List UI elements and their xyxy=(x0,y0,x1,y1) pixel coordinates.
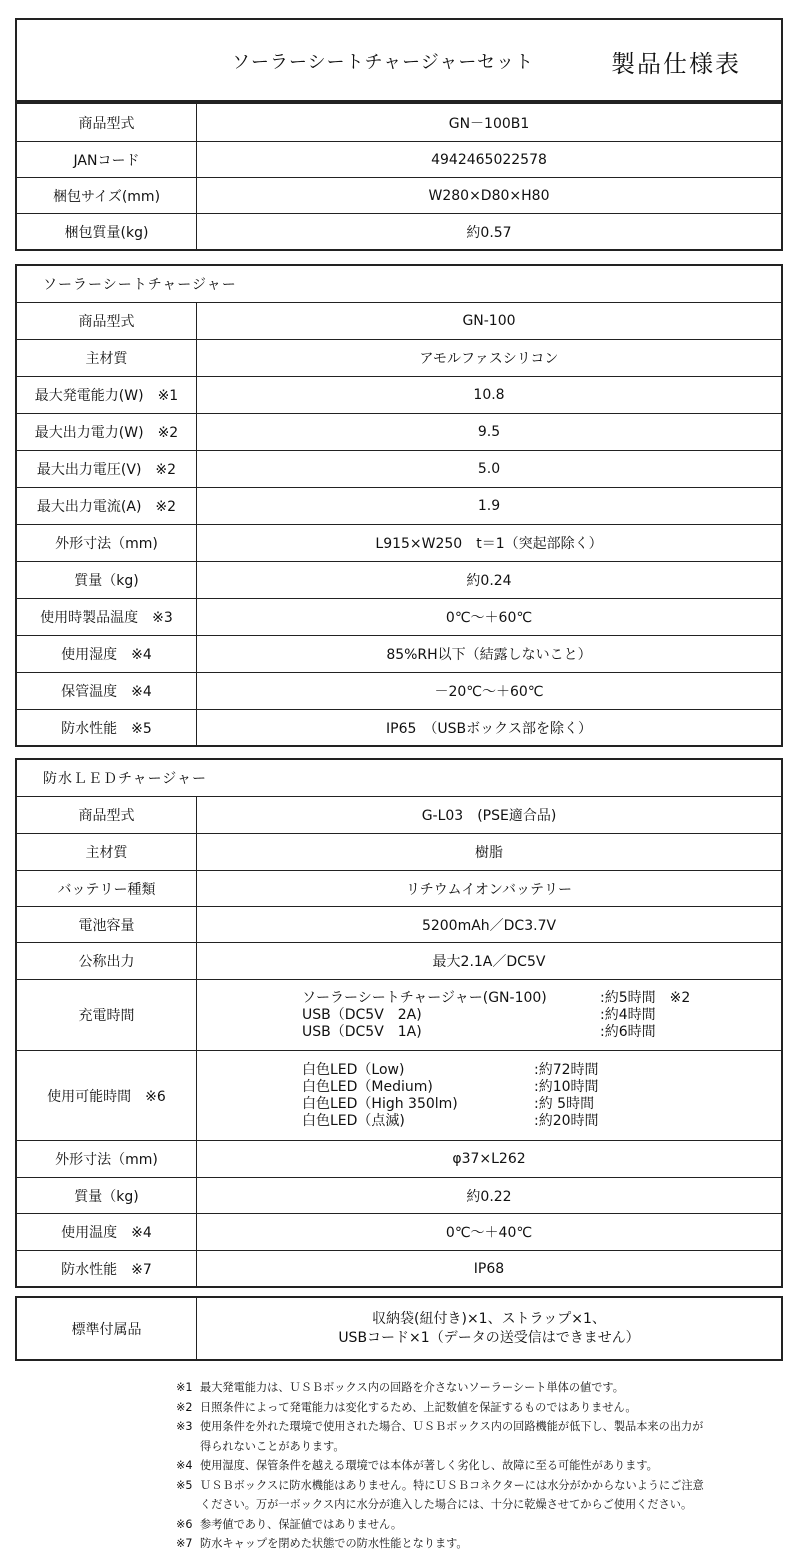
footnotes xyxy=(176,1378,786,1554)
table-row xyxy=(17,672,781,709)
footnote: ※2 日照条件によって発電能力は変化するため、上記数値を保証するものではありません。 xyxy=(176,1400,637,1414)
row-value: 9.5 xyxy=(477,424,501,440)
row-value: IP65 （USBボックス部を除く） xyxy=(386,720,592,737)
row-value: φ37×L262 xyxy=(452,1151,526,1167)
row-label: 商品型式 xyxy=(17,104,197,141)
footnote: ※4 使用湿度、保管条件を越える環境では本体が著しく劣化し、故障に至る可能性があります。 xyxy=(176,1459,658,1472)
row-label: JANコード xyxy=(17,142,197,177)
row-value: 85%RH以下（結露しないこと） xyxy=(386,647,592,663)
row-label: 主材質 xyxy=(17,834,197,870)
table-row xyxy=(17,177,781,213)
table-row xyxy=(17,339,781,376)
accessories-line: USBコード×1（データの送受信はできません） xyxy=(338,1329,640,1346)
row-value: リチウムイオンバッテリー xyxy=(406,881,572,898)
table-row xyxy=(17,1177,781,1213)
row-label: 標準付属品 xyxy=(17,1298,197,1359)
accessories-values xyxy=(197,1298,781,1359)
table-row xyxy=(17,413,781,450)
product-title: ソーラーシートチャージャーセット xyxy=(232,52,535,73)
row-value: 0℃～＋40℃ xyxy=(445,1225,533,1241)
table-row-charge-time xyxy=(17,979,781,1050)
table-row xyxy=(17,487,781,524)
row-label: 公称出力 xyxy=(17,943,197,979)
row-value: GN－100B1 xyxy=(448,115,530,132)
row-label: 商品型式 xyxy=(17,797,197,833)
row-value: 1.9 xyxy=(477,498,501,514)
usable-line: 白色LED（High 350lm) :約 5時間 xyxy=(302,1095,595,1112)
table-row xyxy=(17,524,781,561)
table-row xyxy=(17,104,781,141)
footnote: ※6 参考値であり、保証値ではありません。 xyxy=(176,1517,403,1531)
charge-time-values xyxy=(197,980,781,1050)
row-value: IP68 xyxy=(473,1260,505,1277)
section-heading: ソーラーシートチャージャー xyxy=(43,277,237,293)
set-spec-table xyxy=(15,102,783,251)
title-box xyxy=(15,18,783,102)
table-row xyxy=(17,450,781,487)
row-value: 4942465022578 xyxy=(431,151,547,168)
row-label: 外形寸法（mm) xyxy=(17,525,197,561)
row-value: L915×W250 t＝1（突起部除く） xyxy=(375,536,603,552)
table-row xyxy=(17,635,781,672)
solar-spec-table xyxy=(15,264,783,747)
accessories-table xyxy=(15,1296,783,1361)
table-row xyxy=(17,302,781,339)
row-label: 商品型式 xyxy=(17,303,197,339)
footnote-continued: ください。万が一ボックス内に水分が進入した場合には、十分に乾燥させてからご使用ください。 xyxy=(200,1498,693,1511)
footnote: ※1 最大発電能力は、ＵＳＢボックス内の回路を介さないソーラーシート単体の値です。 xyxy=(176,1381,624,1394)
table-row xyxy=(17,906,781,942)
usable-line: 白色LED（Medium) :約10時間 xyxy=(302,1078,599,1095)
row-label: 使用可能時間 ※6 xyxy=(17,1051,197,1140)
table-row xyxy=(17,709,781,745)
table-row xyxy=(17,376,781,413)
row-value: 約0.22 xyxy=(466,1188,512,1205)
row-value: 最大2.1A／DC5V xyxy=(432,954,546,970)
row-label: 最大出力電圧(V) ※2 xyxy=(17,451,197,487)
row-value: W280×D80×H80 xyxy=(428,187,550,204)
row-value: －20℃～＋60℃ xyxy=(434,684,544,700)
row-label: バッテリー種類 xyxy=(17,871,197,906)
accessories-line: 収納袋(紐付き)×1、ストラップ×1、 xyxy=(372,1310,606,1327)
led-spec-table xyxy=(15,758,783,1288)
row-label: 最大出力電流(A) ※2 xyxy=(17,488,197,524)
row-label: 防水性能 ※5 xyxy=(17,710,197,745)
row-label: 最大発電能力(W) ※1 xyxy=(17,377,197,413)
table-row xyxy=(17,870,781,906)
table-row xyxy=(17,833,781,870)
row-label: 梱包質量(kg) xyxy=(17,214,197,249)
row-value: G-L03 (PSE適合品) xyxy=(421,808,557,824)
usable-line: 白色LED（点滅) :約20時間 xyxy=(302,1112,599,1129)
row-label: 梱包サイズ(mm) xyxy=(17,178,197,213)
table-row xyxy=(17,598,781,635)
table-row xyxy=(17,942,781,979)
row-label: 外形寸法（mm) xyxy=(17,1141,197,1177)
row-label: 保管温度 ※4 xyxy=(17,673,197,709)
row-value: 10.8 xyxy=(473,387,505,403)
row-label: 質量（kg) xyxy=(17,562,197,598)
row-label: 使用温度 ※4 xyxy=(17,1214,197,1250)
table-row xyxy=(17,561,781,598)
row-label: 電池容量 xyxy=(17,907,197,942)
table-row xyxy=(17,1298,781,1359)
charge-line: USB（DC5V 2A) :約4時間 xyxy=(302,1006,656,1023)
row-value: 樹脂 xyxy=(475,845,503,861)
table-row-usable-time xyxy=(17,1050,781,1140)
table-row xyxy=(17,213,781,249)
table-row xyxy=(17,141,781,177)
charge-line: USB（DC5V 1A) :約6時間 xyxy=(302,1023,656,1040)
row-label: 防水性能 ※7 xyxy=(17,1251,197,1286)
table-row xyxy=(17,1140,781,1177)
row-value: 0℃～＋60℃ xyxy=(445,610,533,626)
row-label: 使用時製品温度 ※3 xyxy=(17,599,197,635)
row-label: 質量（kg) xyxy=(17,1178,197,1213)
footnote: ※3 使用条件を外れた環境で使用された場合、ＵＳＢボックス内の回路機能が低下し、製品本来の出力が xyxy=(176,1420,704,1433)
table-row xyxy=(17,796,781,833)
footnote-continued: 得られないことがあります。 xyxy=(200,1439,345,1453)
row-label: 主材質 xyxy=(17,340,197,376)
charge-line: ソーラーシートチャージャー(GN-100) :約5時間 ※2 xyxy=(302,989,691,1006)
spec-title: 製品仕様表 xyxy=(611,50,741,78)
row-value: GN-100 xyxy=(462,313,516,329)
footnote: ※7 防水キャップを閉めた状態での防水性能となります。 xyxy=(176,1537,468,1550)
section-heading: 防水ＬＥＤチャージャー xyxy=(43,771,208,787)
row-label: 使用湿度 ※4 xyxy=(17,636,197,672)
row-value: 5200mAh／DC3.7V xyxy=(421,917,557,934)
row-value: 約0.24 xyxy=(466,573,512,589)
row-label: 最大出力電力(W) ※2 xyxy=(17,414,197,450)
usable-time-values xyxy=(197,1051,781,1140)
row-value: 約0.57 xyxy=(466,224,512,241)
table-row xyxy=(17,1213,781,1250)
row-value: アモルファスシリコン xyxy=(419,351,559,367)
table-row xyxy=(17,1250,781,1286)
usable-line: 白色LED（Low) :約72時間 xyxy=(302,1061,599,1078)
footnote: ※5 ＵＳＢボックスに防水機能はありません。特にＵＳＢコネクターには水分がかからないようにご注意 xyxy=(176,1478,704,1492)
row-value: 5.0 xyxy=(477,461,501,477)
row-label: 充電時間 xyxy=(17,980,197,1050)
